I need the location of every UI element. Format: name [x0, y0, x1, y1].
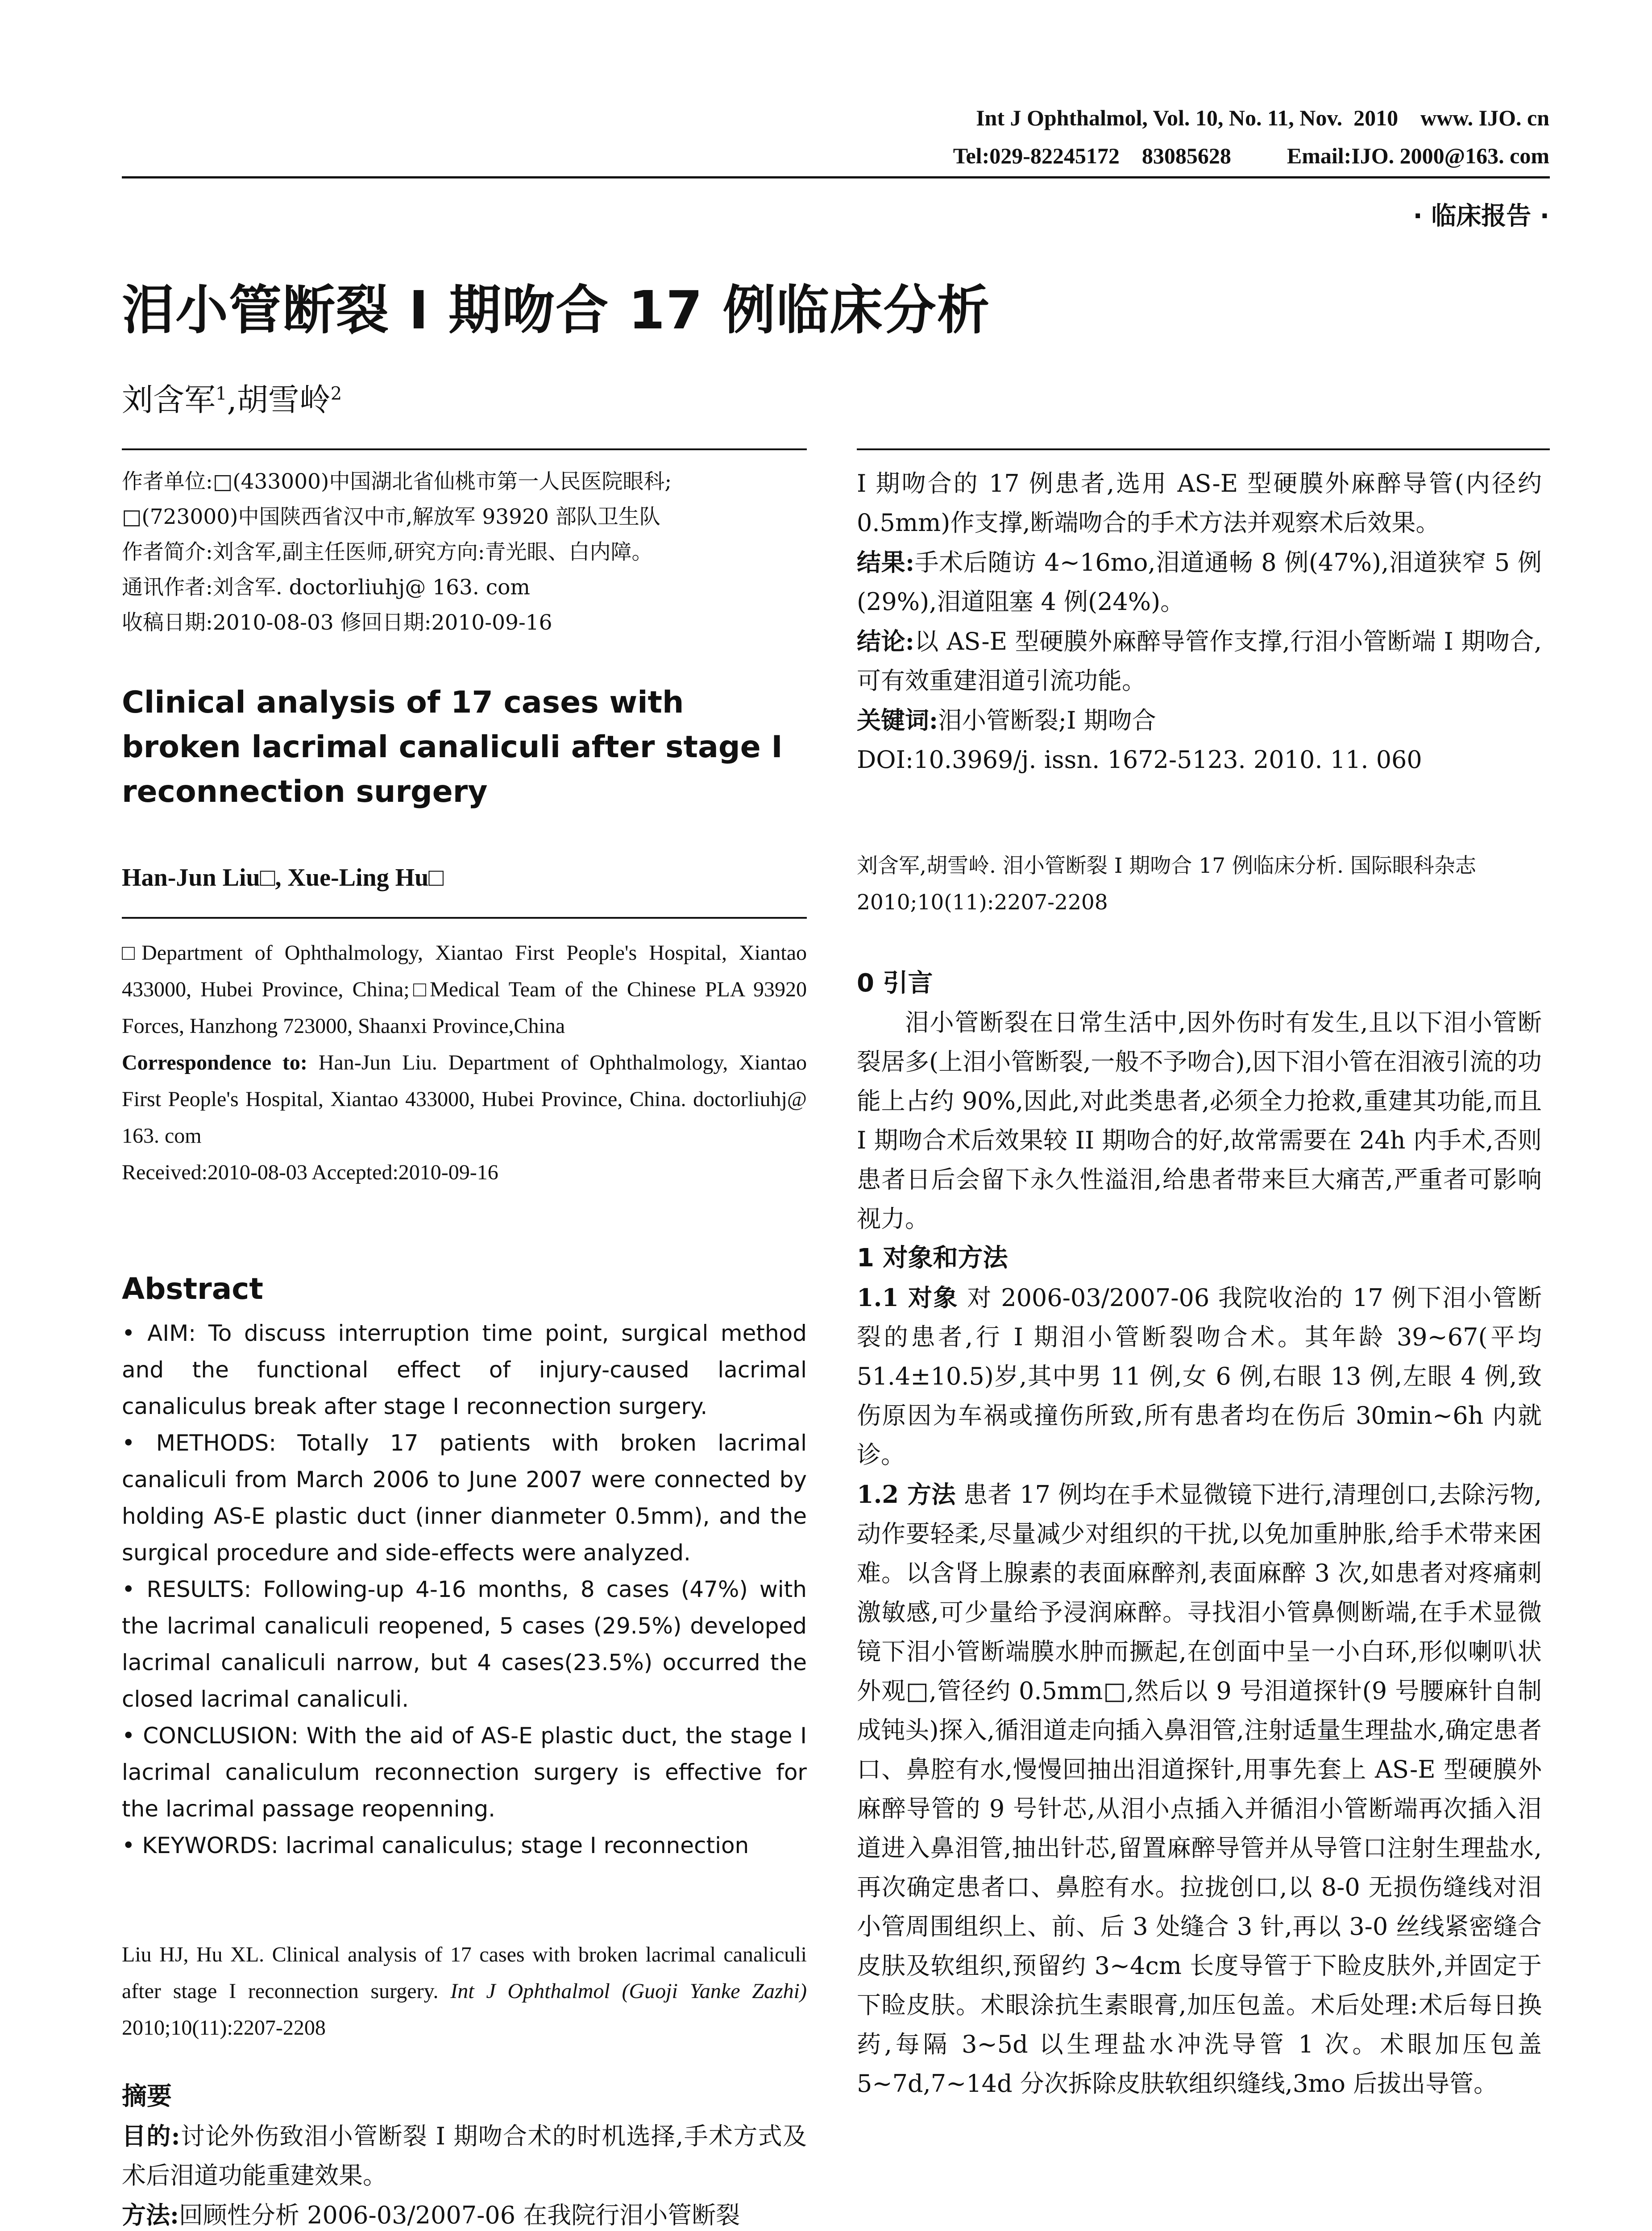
cn-info-line: 作者单位:□(433000)中国湖北省仙桃市第一人民医院眼科;: [122, 469, 672, 494]
correspondence: [122, 1045, 807, 1154]
author-separator: ,: [227, 382, 237, 418]
cn-abstract-conclusion: [857, 622, 1542, 701]
abstract-keywords: • KEYWORDS: lacrimal canaliculus; stage I reconnection: [122, 1833, 749, 1858]
doi: DOI:10.3969/j. issn. 1672-5123. 2010. 11. 060: [857, 746, 1422, 774]
author2-cn: 胡雪岭: [237, 382, 331, 418]
cn-info-line: □(723000)中国陕西省汉中市,解放军 93920 部队卫生队: [122, 505, 660, 529]
citation-journal: Int J Ophthalmol (Guoji Yanke Zazhi): [450, 1979, 807, 2003]
english-title: Clinical analysis of 17 cases with broken lacrimal canaliculi after stage I reconnection surgery: [122, 685, 783, 809]
abstract-results: • RESULTS: Following-up 4-16 months, 8 cases (47%) with the lacrimal canaliculi reopened, 5 cases (29.5%) developed lacrimal canaliculi narrow, but 4 cases(23.5%) occurred the closed lacrimal canaliculi.: [122, 1576, 807, 1712]
header-rule: [122, 176, 1550, 178]
section-label: · 临床报告 ·: [1413, 202, 1549, 231]
author-rule: [122, 917, 807, 919]
cn-abstract-result: [857, 543, 1542, 622]
cn-info-line: 通讯作者:刘含军. doctorliuhj@ 163. com: [122, 575, 530, 600]
cn-info-line: 作者简介:刘含军,副主任医师,研究方向:青光眼、白内障。: [122, 540, 653, 564]
methods-text: 患者 17 例均在手术显微镜下进行,清理创口,去除污物,动作要轻柔,尽量减少对组织的干扰,以免加重肿胀,给手术带来困难。以含肾上腺素的表面麻醉剂,表面麻醉 3 次,如患者对疼痛刺激敏感,可少量给予浸润麻醉。寻找泪小管鼻侧断端,在手术显微镜下泪小管断端膜水肿而撅起,在创面中呈一小白环,形似喇叭状外观□,管径约 0.5mm□,然后以 9 号泪道探针(9 号腰麻针自制成钝头)探入,循泪道走向插入鼻泪管,注射适量生理盐水,确定患者口、鼻腔有水,慢慢回抽出泪道探针,用事先套上 AS-E 型硬膜外麻醉导管的 9 号针芯,从泪小点插入并循泪小管断端再次插入泪道进入鼻泪管,抽出针芯,留置麻醉导管并从导管口注射生理盐水,再次确定患者口、鼻腔有水。拉拢创口,以 8-0 无损伤缝线对泪小管周围组织上、前、后 3 处缝合 3 针,再以 3-0 丝线紧密缝合皮肤及软组织,预留约 3~4cm 长度导管于下睑皮肤外,并固定于下睑皮肤。术眼涂抗生素眼膏,加压包盖。术后处理:术后每日换药,每隔 3~5d 以生理盐水冲洗导管 1 次。术眼加压包盖 5~7d,7~14d 分次拆除皮肤软组织缝线,3mo 后拔出导管。: [857, 1480, 1542, 2098]
methods-para: [857, 1475, 1542, 2103]
citation-post: 2010;10(11):2207-2208: [122, 2016, 326, 2040]
affiliation-block: [122, 935, 807, 1191]
english-citation: [122, 1937, 807, 2046]
english-authors: Han-Jun Liu□, Xue-Ling Hu□: [122, 864, 444, 892]
cn-abstract-heading: 摘要: [122, 2082, 172, 2111]
aim-text: 讨论外伤致泪小管断裂 I 期吻合术的时机选择,手术方式及术后泪道功能重建效果。: [122, 2122, 807, 2190]
right-column-rule: [857, 448, 1550, 450]
keywords-label: 关键词:: [857, 706, 938, 734]
author1-cn: 刘含军: [122, 382, 216, 418]
left-column-rule: [122, 448, 807, 450]
abstract-methods: • METHODS: Totally 17 patients with broken lacrimal canaliculi from March 2006 to June 2007 were connected by holding AS-E plastic duct (inner dianmeter 0.5mm), and the surgical procedure and side-effects were analyzed.: [122, 1430, 807, 1566]
abstract-heading: Abstract: [122, 1272, 263, 1306]
authors-cn: [122, 375, 342, 420]
keywords-text: 泪小管断裂;I 期吻合: [938, 706, 1156, 734]
cn-abstract-keywords: [857, 701, 1542, 740]
author2-sup: 2: [330, 383, 342, 404]
cn-abstract-method: [122, 2195, 807, 2231]
subjects-para: [857, 1278, 1542, 1475]
intro-heading: 0 引言: [857, 969, 933, 998]
cn-abstract-left: [122, 2077, 807, 2231]
intro-section: [857, 964, 1542, 2103]
abstract-aim: • AIM: To discuss interruption time point, surgical method and the functional effect of injury-caused lacrimal canaliculus break after stage I reconnection surgery.: [122, 1320, 807, 1419]
method-text-right: I 期吻合的 17 例患者,选用 AS-E 型硬膜外麻醉导管(内径约 0.5mm)作支撑,断端吻合的手术方法并观察术后效果。: [857, 469, 1542, 537]
intro-text: 泪小管断裂在日常生活中,因外伤时有发生,且以下泪小管断裂居多(上泪小管断裂,一般不予吻合),因下泪小管在泪液引流的功能上占约 90%,因此,对此类患者,必须全力抢救,重建其功能,而且 I 期吻合术后效果较 II 期吻合的好,故常需要在 24h 内手术,否则患者日后会留下永久性溢泪,给患者带来巨大痛苦,严重者可影响视力。: [857, 1008, 1542, 1233]
affiliation: □Department of Ophthalmology, Xiantao First People's Hospital, Xiantao 433000, Hubei Province, China;□Medical Team of the Chinese PLA 93920 Forces, Hanzhong 723000, Shaanxi Province,China: [122, 941, 807, 1038]
abstract-section: [122, 1272, 807, 1864]
cn-info-block: [122, 464, 807, 640]
journal-header-line2: Tel:029-82245172 83085628 Email:IJO. 2000@163. com: [953, 143, 1549, 168]
conclusion-label: 结论:: [857, 627, 914, 655]
subjects-text: 对 2006-03/2007-06 我院收治的 17 例下泪小管断裂的患者,行 I 期泪小管断裂吻合术。其年龄 39~67(平均 51.4±10.5)岁,其中男 11 例,女 6 例,右眼 13 例,左眼 4 例,致伤原因为车祸或撞伤所致,所有患者均在伤后 30min~6h 内就诊。: [857, 1284, 1542, 1469]
cn-abstract-aim: [122, 2116, 807, 2195]
method-text-left: 回顾性分析 2006-03/2007-06 在我院行泪小管断裂: [178, 2201, 740, 2229]
received-dates: Received:2010-08-03 Accepted:2010-09-16: [122, 1161, 498, 1184]
result-label: 结果:: [857, 548, 915, 576]
abstract-conclusion: • CONCLUSION: With the aid of AS-E plastic duct, the stage I lacrimal canaliculum reconnection surgery is effective for the lacrimal passage reopenning.: [122, 1723, 807, 1822]
methods-label: 1.2 方法: [857, 1480, 956, 1509]
conclusion-text: 以 AS-E 型硬膜外麻醉导管作支撑,行泪小管断端 I 期吻合,可有效重建泪道引流功能。: [857, 627, 1542, 695]
journal-header-line1: Int J Ophthalmol, Vol. 10, No. 11, Nov. 2010 www. IJO. cn: [976, 105, 1549, 130]
method-label: 方法:: [122, 2201, 179, 2229]
correspondence-text: Han-Jun Liu. Department of Ophthalmology, Xiantao First People's Hospital, Xiantao 433000, Hubei Province, China. doctorliuhj@ 163. com: [122, 1051, 807, 1148]
author1-sup: 1: [216, 383, 227, 404]
correspondence-label: Correspondence to:: [122, 1051, 307, 1074]
page-title: 泪小管断裂 I 期吻合 17 例临床分析: [122, 279, 991, 341]
cn-info-line: 收稿日期:2010-08-03 修回日期:2010-09-16: [122, 610, 552, 635]
cn-citation: 刘含军,胡雪岭. 泪小管断裂 I 期吻合 17 例临床分析. 国际眼科杂志 2010;10(11):2207-2208: [857, 854, 1476, 915]
citation-pre: Liu HJ, Hu XL. Clinical analysis of 17 cases with broken lacrimal canaliculi after stage I reconnection surgery.: [122, 1943, 807, 2003]
subjects-label: 1.1 对象: [857, 1283, 959, 1312]
methods-heading: 1 对象和方法: [857, 1244, 1008, 1273]
cn-abstract-right: [857, 464, 1542, 780]
aim-label: 目的:: [122, 2122, 180, 2150]
result-text: 手术后随访 4~16mo,泪道通畅 8 例(47%),泪道狭窄 5 例(29%),泪道阻塞 4 例(24%)。: [857, 548, 1542, 616]
